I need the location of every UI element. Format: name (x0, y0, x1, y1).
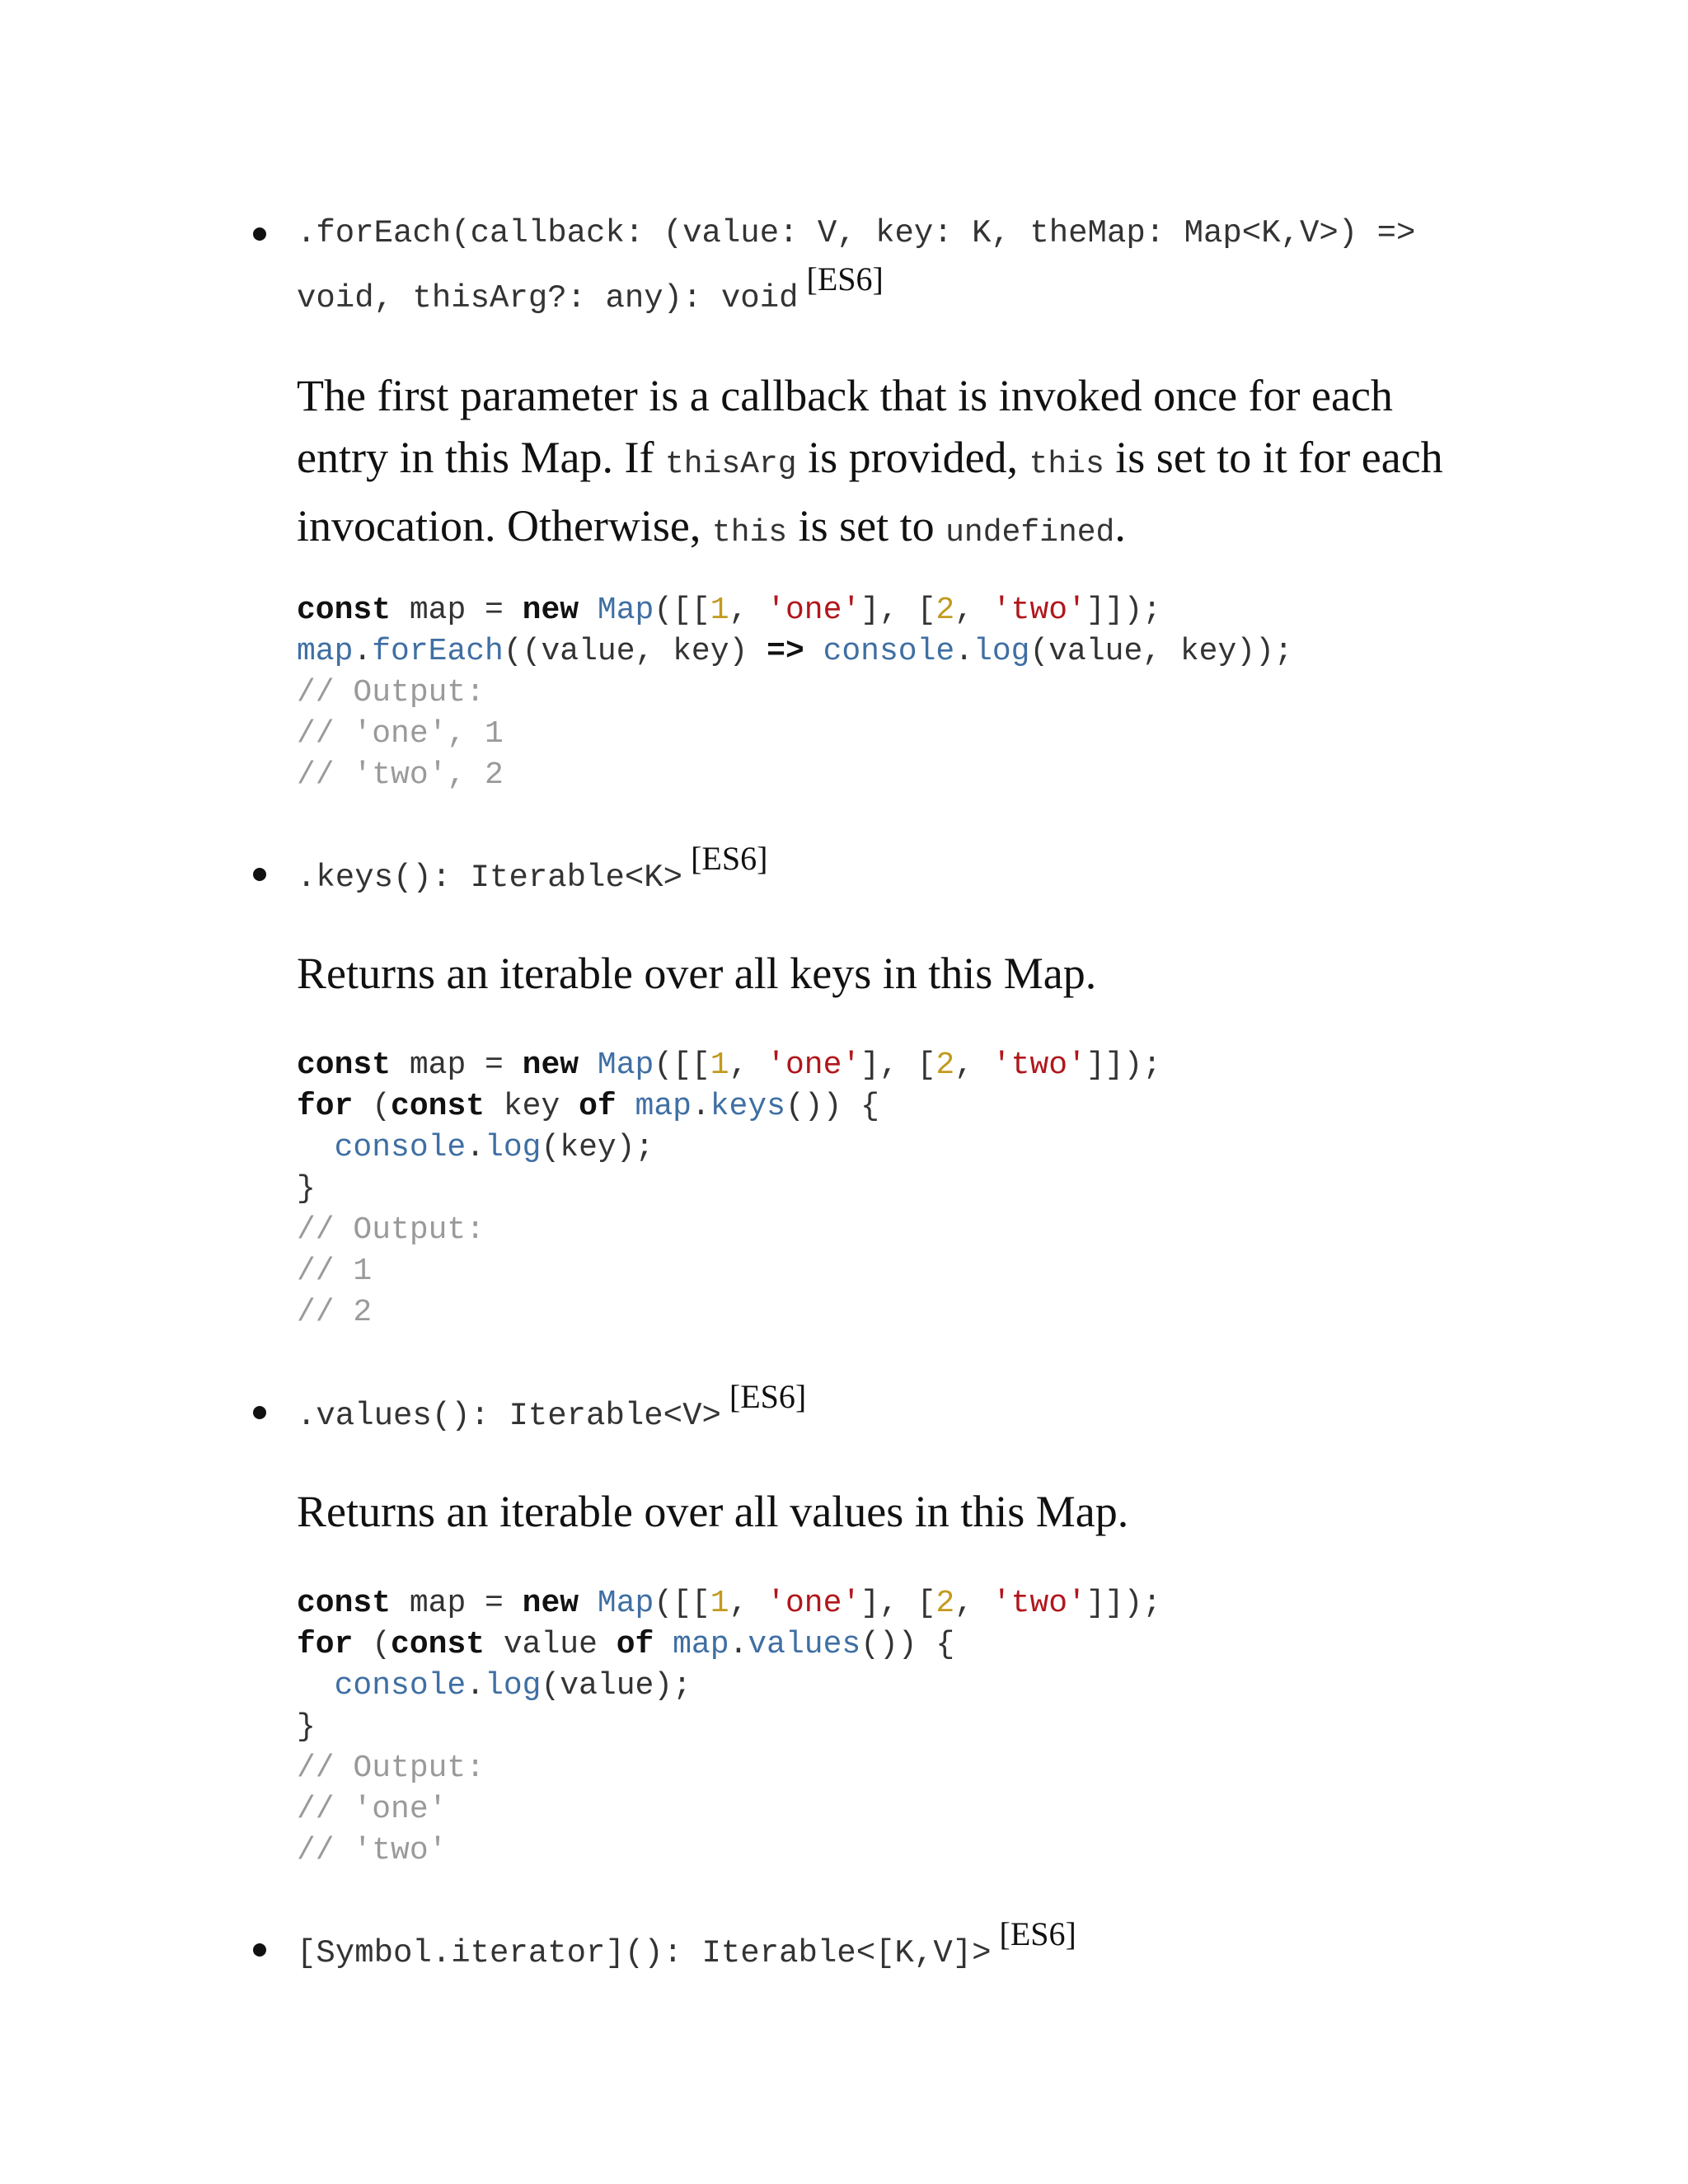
method-signature: .keys(): Iterable<K>[ES6] (297, 840, 768, 896)
method-description: The first parameter is a callback that is invoked once for each entry in this Map. If thisArg is provided, this is set to it for each invocation. Otherwise, this is set to undefined. (297, 371, 1443, 551)
code-example: const map = new Map([[1, 'one'], [2, 'two']]); for (const value of map.values()) { console.log(value); } // Output: // 'one' // 'two' (297, 1586, 1162, 1868)
code-example: const map = new Map([[1, 'one'], [2, 'two']]); for (const key of map.keys()) { console.log(key); } // Output: // 1 // 2 (297, 1047, 1162, 1330)
es6-tag: [ES6] (806, 260, 884, 298)
bullet-icon (253, 868, 266, 881)
bullet-icon (253, 1406, 266, 1419)
method-signature: [Symbol.iterator](): Iterable<[K,V]>[ES6] (297, 1915, 1076, 1971)
method-description: Returns an iterable over all values in this Map. (297, 1487, 1129, 1536)
method-signature: .values(): Iterable<V>[ES6] (297, 1378, 807, 1434)
code-example: const map = new Map([[1, 'one'], [2, 'two']]); map.forEach((value, key) => console.log(value, key)); // Output: // 'one', 1 // 'two', 2 (297, 593, 1293, 793)
method-description: Returns an iterable over all keys in this Map. (297, 949, 1097, 998)
es6-tag: [ES6] (729, 1378, 807, 1415)
es6-tag: [ES6] (691, 840, 768, 877)
bullet-icon (253, 1943, 266, 1957)
method-signature: .forEach(callback: (value: V, key: K, theMap: Map<K,V>) => void, thisArg?: any): void[ES6] (297, 215, 1416, 316)
es6-tag: [ES6] (999, 1915, 1076, 1952)
bullet-icon (253, 227, 266, 241)
